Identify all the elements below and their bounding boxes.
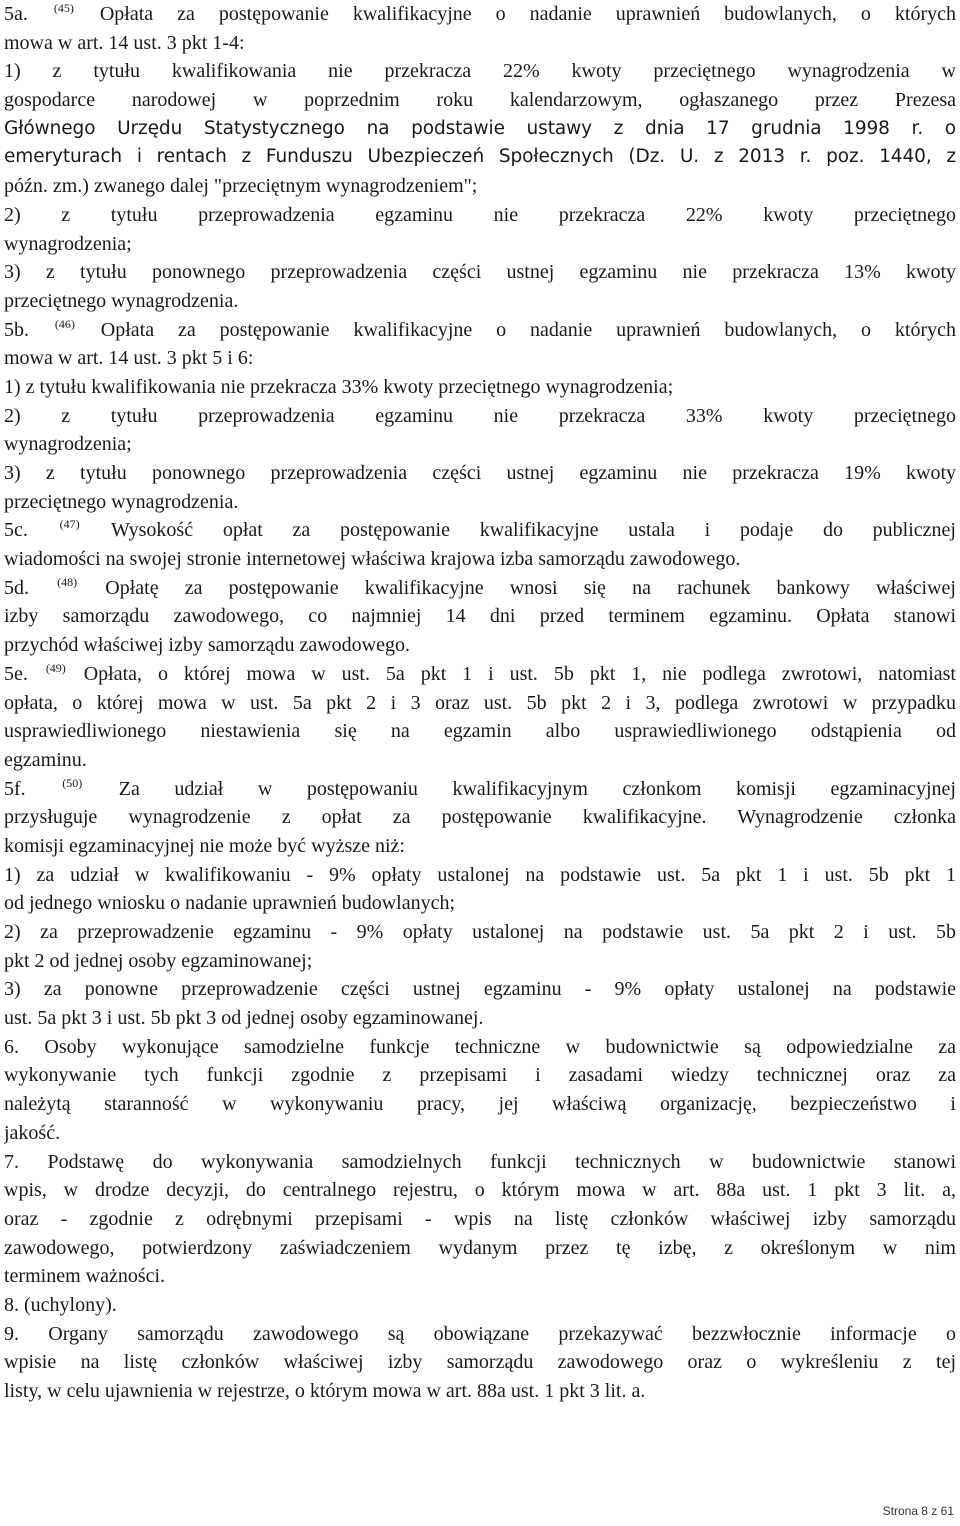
text-line [4, 918, 956, 947]
footnote-marker: (45) [53, 1, 74, 15]
line-text: Za udział w postępowaniu kwalifikacyjnym członkom komisji egzaminacyjnej [84, 777, 956, 800]
text-line [4, 373, 956, 402]
paragraph [4, 918, 956, 975]
line-text: mowa w art. 14 ust. 3 pkt 1-4: [4, 31, 245, 54]
line-text: wpis, w drodze decyzji, do centralnego rejestru, o którym mowa w art. 88a ust. 1 pkt 3 lit. a, [4, 1179, 956, 1202]
line-text: przeciętnego wynagrodzenia. [4, 289, 239, 312]
line-text: wykonywanie tych funkcji zgodnie z przepisami i zasadami wiedzy technicznej oraz za [4, 1064, 956, 1087]
paragraph [4, 660, 956, 775]
text-line [4, 86, 956, 115]
text-line [4, 574, 956, 603]
document-body [4, 0, 956, 1406]
paragraph [4, 1148, 956, 1291]
text-line [4, 287, 956, 316]
line-text: 8. (uchylony). [4, 1293, 117, 1316]
line-text: listy, w celu ujawnienia w rejestrze, o którym mowa w art. 88a ust. 1 pkt 3 lit. a. [4, 1380, 646, 1402]
text-line [4, 1148, 956, 1177]
line-text: należytą staranność w wykonywaniu pracy, jej właściwą organizację, bezpieczeństwo i [4, 1093, 956, 1116]
line-text: wiadomości na swojej stronie internetowej właściwa krajowa izba samorządu zawodowego. [4, 548, 741, 571]
line-text: wpisie na listę członków właściwej izby samorządu zawodowego oraz o wykreśleniu z tej [4, 1351, 956, 1374]
line-text: 5c. [4, 519, 58, 542]
paragraph [4, 775, 956, 861]
line-text: komisji egzaminacyjnej nie może być wyższe niż: [4, 834, 405, 857]
line-text: 9. Organy samorządu zawodowego są obowiązane przekazywać bezzwłocznie informacje o [4, 1322, 956, 1345]
text-line [4, 430, 956, 459]
line-text: 3) z tytułu ponownego przeprowadzenia części ustnej egzaminu nie przekracza 19% kwoty [4, 462, 956, 484]
line-text: pkt 2 od jednej osoby egzaminowanej; [4, 949, 313, 972]
line-text: 5d. [4, 576, 56, 599]
text-line [4, 947, 956, 976]
line-text: Opłata, o której mowa w ust. 5a pkt 1 i ust. 5b pkt 1, nie podlega zwrotowi, natomiast [67, 662, 956, 685]
text-line [4, 143, 956, 172]
line-text: Wysokość opłat za postępowanie kwalifikacyjne ustala i podaje do publicznej [81, 519, 956, 542]
line-text: przeciętnego wynagrodzenia. [4, 490, 239, 513]
text-line [4, 1377, 956, 1406]
line-text: gospodarce narodowej w poprzednim roku kalendarzowym, ogłaszanego przez Prezesa [4, 89, 956, 112]
line-text: przychód właściwej izby samorządu zawodowego. [4, 634, 410, 657]
paragraph [4, 0, 956, 57]
line-text: 1) z tytułu kwalifikowania nie przekracza 22% kwoty przeciętnego wynagrodzenia w [4, 60, 956, 83]
text-line [4, 402, 956, 431]
text-line [4, 29, 956, 58]
line-text: 2) z tytułu przeprowadzenia egzaminu nie przekracza 33% kwoty przeciętnego [4, 404, 956, 427]
text-line [4, 1262, 956, 1291]
footnote-marker: (47) [59, 517, 80, 532]
paragraph [4, 373, 956, 402]
line-text: ust. 5a pkt 3 i ust. 5b pkt 3 od jednej osoby egzaminowanej. [4, 1007, 484, 1030]
paragraph [4, 316, 956, 373]
line-text: 1) za udział w kwalifikowaniu - 9% opłaty ustalonej na podstawie ust. 5a pkt 1 i ust. 5b pkt 1 [4, 863, 956, 886]
text-line [4, 230, 956, 259]
text-line [4, 201, 956, 230]
text-line [4, 258, 956, 287]
text-line [4, 1176, 956, 1205]
text-line [4, 975, 956, 1004]
line-text: 6. Osoby wykonujące samodzielne funkcje techniczne w budownictwie są odpowiedzialne za [4, 1035, 956, 1058]
line-text: 1) z tytułu kwalifikowania nie przekracza 33% kwoty przeciętnego wynagrodzenia; [4, 375, 674, 398]
line-text: Opłata za postępowanie kwalifikacyjne o nadanie uprawnień budowlanych, o których [76, 318, 956, 341]
text-line [4, 660, 956, 689]
line-text: Opłatę za postępowanie kwalifikacyjne wnosi się na rachunek bankowy właściwej [79, 576, 956, 599]
footnote-marker: (48) [57, 574, 78, 589]
line-text: 5e. [4, 662, 44, 685]
footnote-marker: (49) [45, 660, 66, 675]
line-text: 2) z tytułu przeprowadzenia egzaminu nie przekracza 22% kwoty przeciętnego [4, 203, 956, 226]
line-text: 5a. [4, 3, 52, 25]
text-line [4, 1119, 956, 1148]
line-text: późn. zm.) zwanego dalej "przeciętnym wynagrodzeniem"; [4, 175, 478, 198]
text-line [4, 889, 956, 918]
text-line [4, 775, 956, 804]
paragraph [4, 57, 956, 200]
paragraph [4, 1033, 956, 1148]
line-text: opłata, o której mowa w ust. 5a pkt 2 i 3 oraz ust. 5b pkt 2 i 3, podlega zwrotowi w przypadku [4, 691, 956, 714]
paragraph [4, 861, 956, 918]
text-line [4, 316, 956, 345]
line-text: emeryturach i rentach z Funduszu Ubezpieczeń Społecznych (Dz. U. z 2013 r. poz. 1440, z [4, 146, 956, 168]
line-text: przysługuje wynagrodzenie z opłat za postępowanie kwalifikacyjne. Wynagrodzenie członka [4, 806, 956, 829]
line-text: 3) z tytułu ponownego przeprowadzenia części ustnej egzaminu nie przekracza 13% kwoty [4, 261, 956, 284]
text-line [4, 1205, 956, 1234]
text-line [4, 57, 956, 86]
line-text: usprawiedliwionego niestawienia się na egzamin albo usprawiedliwionego odstąpienia od [4, 720, 956, 743]
text-line [4, 631, 956, 660]
text-line [4, 746, 956, 775]
line-text: od jednego wniosku o nadanie uprawnień budowlanych; [4, 892, 456, 915]
text-line [4, 344, 956, 373]
text-line [4, 1033, 956, 1062]
text-line [4, 803, 956, 832]
text-line [4, 545, 956, 574]
paragraph [4, 201, 956, 258]
text-line [4, 1320, 956, 1349]
line-text: egzaminu. [4, 748, 87, 771]
text-line [4, 1348, 956, 1377]
paragraph [4, 1320, 956, 1406]
paragraph [4, 574, 956, 660]
text-line [4, 717, 956, 746]
line-text: Opłata za postępowanie kwalifikacyjne o nadanie uprawnień budowlanych, o których [75, 3, 956, 25]
paragraph [4, 516, 956, 573]
line-text: wynagrodzenia; [4, 433, 132, 456]
line-text: izby samorządu zawodowego, co najmniej 14 dni przed terminem egzaminu. Opłata stanowi [4, 605, 956, 628]
footnote-marker: (46) [54, 316, 75, 331]
text-line [4, 602, 956, 631]
text-line [4, 488, 956, 517]
line-text: 5b. [4, 318, 53, 341]
paragraph [4, 459, 956, 516]
line-text: terminem ważności. [4, 1265, 166, 1288]
text-line [4, 172, 956, 201]
line-text: jakość. [4, 1121, 61, 1144]
line-text: oraz - zgodnie z odrębnymi przepisami - wpis na listę członków właściwej izby samorządu [4, 1207, 956, 1230]
text-line [4, 1234, 956, 1263]
text-line [4, 516, 956, 545]
text-line [4, 689, 956, 718]
line-text: 5f. [4, 777, 61, 800]
line-text: 3) za ponowne przeprowadzenie części ustnej egzaminu - 9% opłaty ustalonej na podstawie [4, 978, 956, 1001]
paragraph [4, 975, 956, 1032]
text-line [4, 1291, 956, 1320]
text-line [4, 861, 956, 890]
text-line [4, 832, 956, 861]
paragraph [4, 402, 956, 459]
page-number: Strona 8 z 61 [882, 1504, 954, 1518]
text-line [4, 1004, 956, 1033]
paragraph [4, 1291, 956, 1320]
line-text: Głównego Urzędu Statystycznego na podstawie ustawy z dnia 17 grudnia 1998 r. o [4, 117, 956, 139]
text-line [4, 0, 956, 29]
text-line [4, 1061, 956, 1090]
paragraph [4, 258, 956, 315]
line-text: 7. Podstawę do wykonywania samodzielnych funkcji technicznych w budownictwie stanowi [4, 1150, 956, 1173]
text-line [4, 115, 956, 144]
footnote-marker: (50) [62, 775, 83, 790]
line-text: zawodowego, potwierdzony zaświadczeniem wydanym przez tę izbę, z określonym w nim [4, 1236, 956, 1259]
line-text: 2) za przeprowadzenie egzaminu - 9% opłaty ustalonej na podstawie ust. 5a pkt 2 i ust. 5b [4, 921, 956, 943]
text-line [4, 459, 956, 488]
text-line [4, 1090, 956, 1119]
line-text: wynagrodzenia; [4, 232, 132, 255]
line-text: mowa w art. 14 ust. 3 pkt 5 i 6: [4, 347, 254, 370]
